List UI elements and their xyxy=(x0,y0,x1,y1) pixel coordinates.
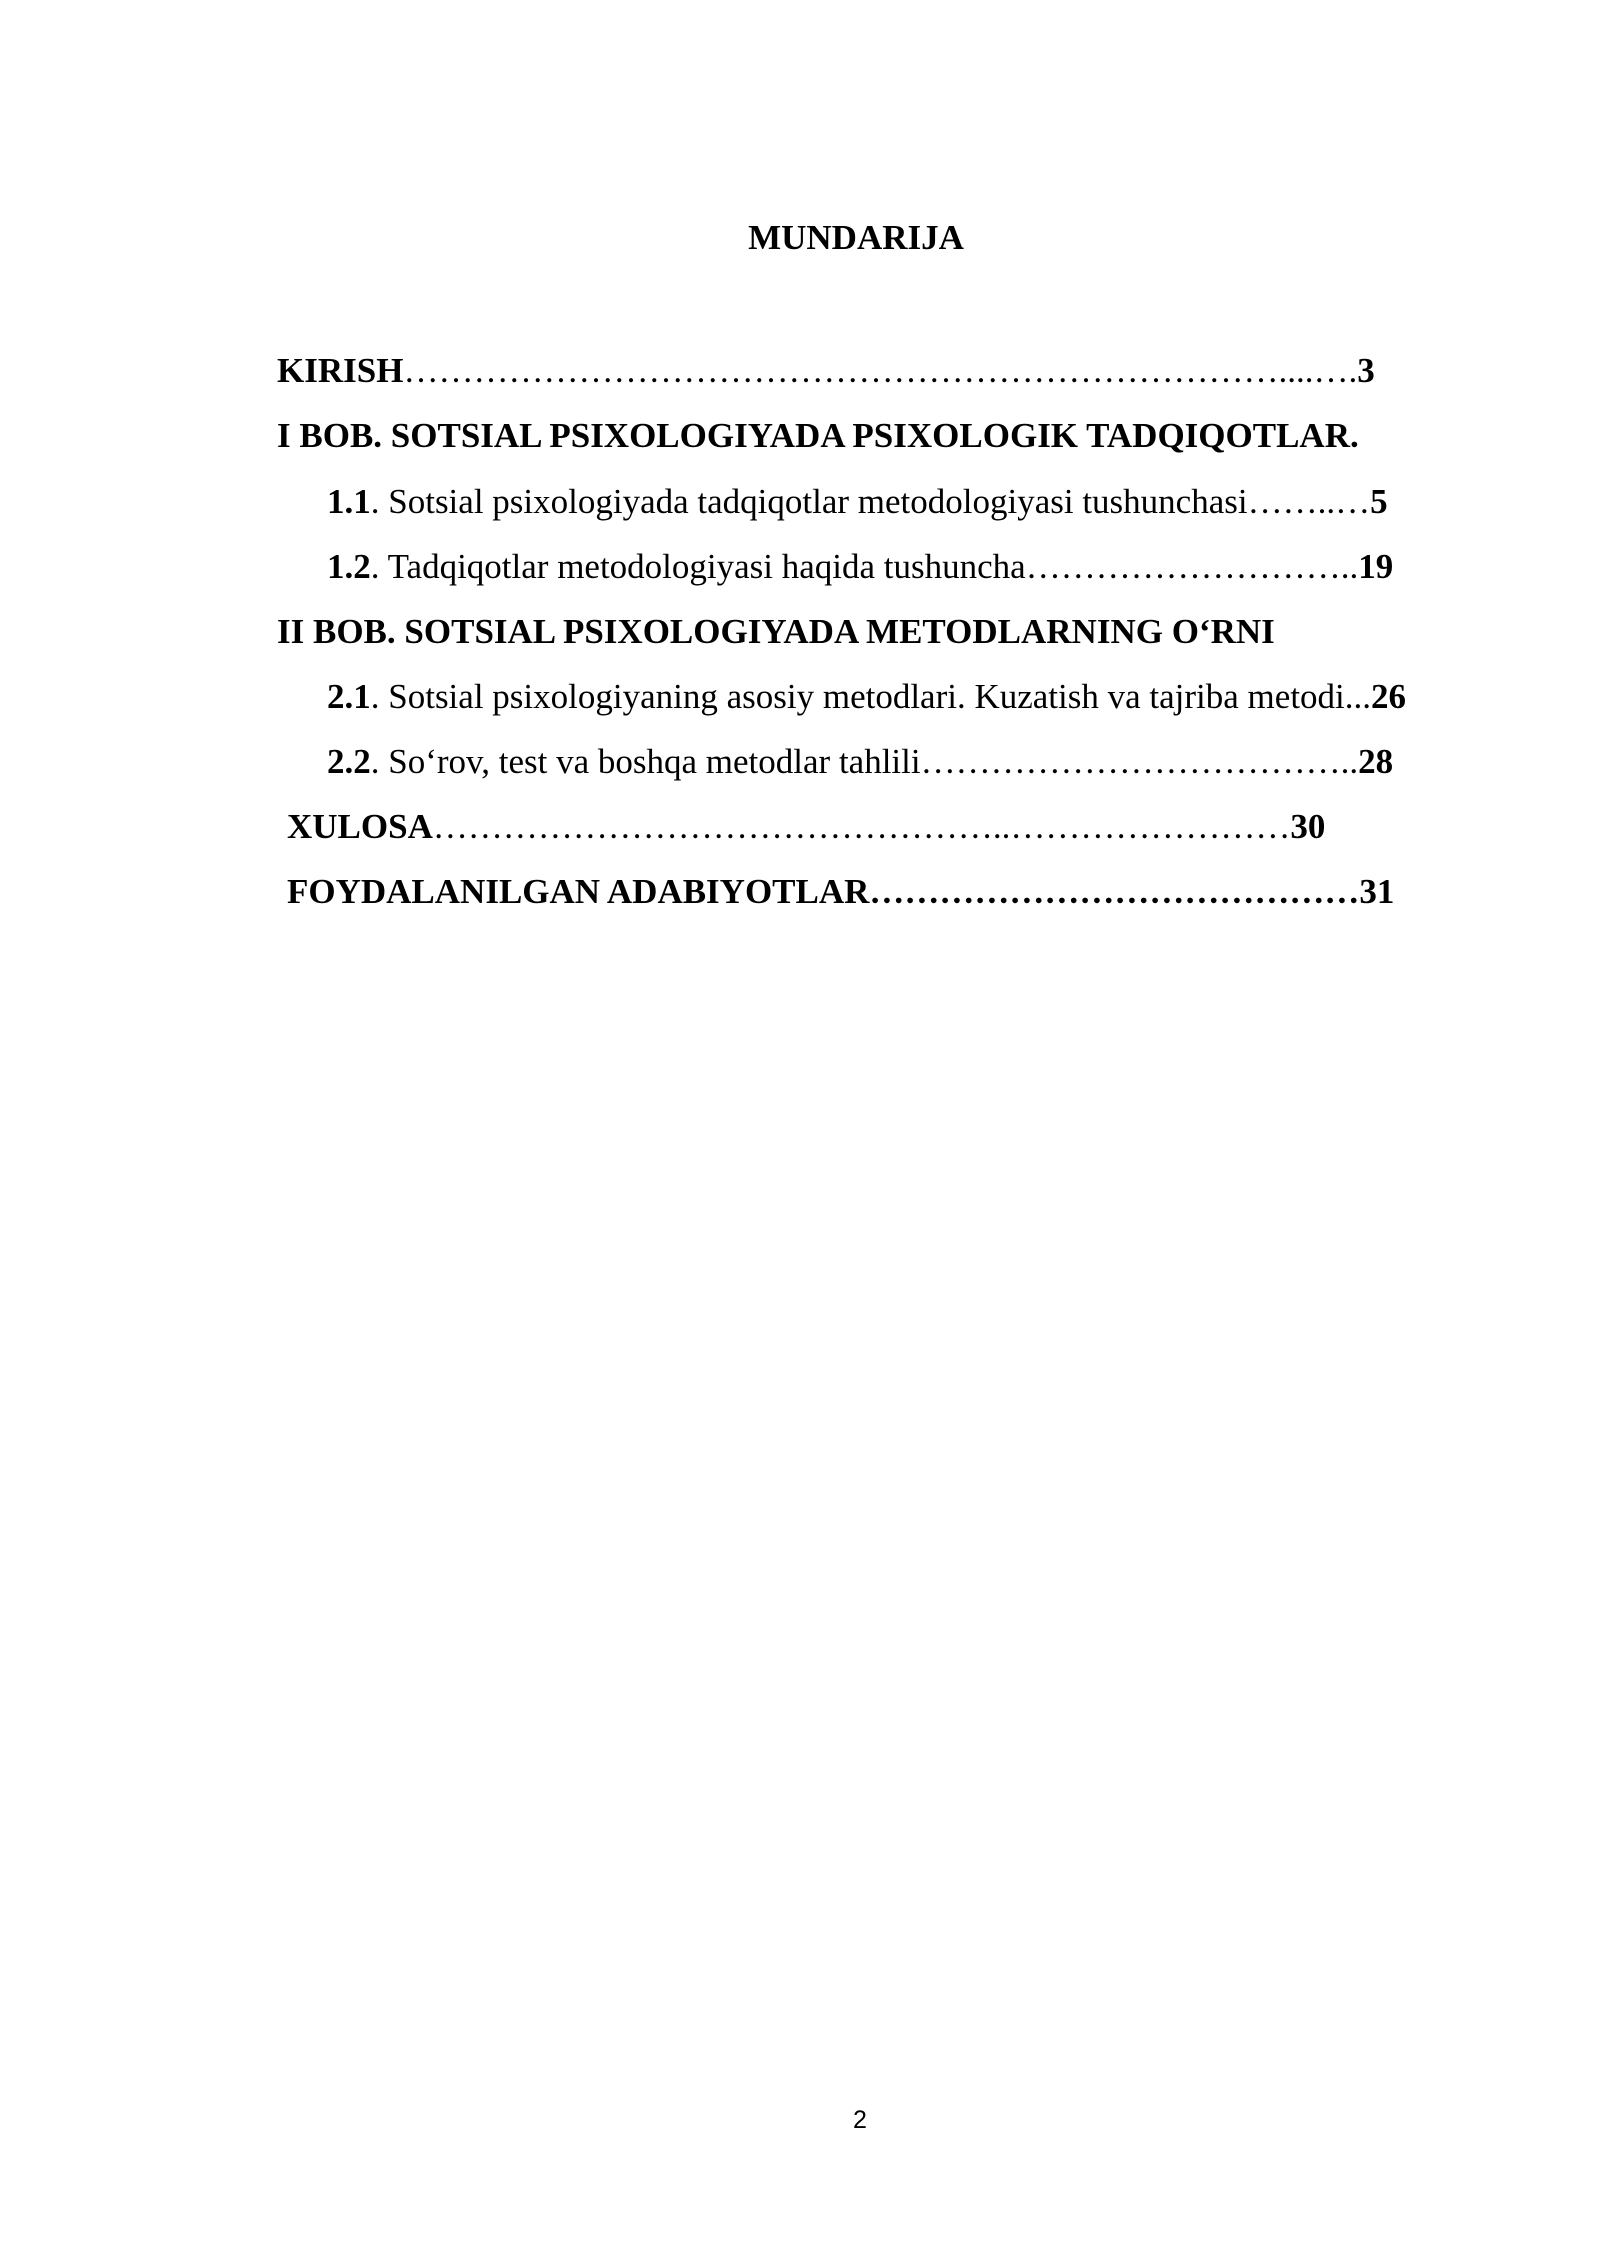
toc-leader-dots: …………………………………………..…………………… xyxy=(432,807,1291,846)
toc-leader-dots: ……………………………….. xyxy=(920,742,1359,781)
toc-page-number: 26 xyxy=(1371,677,1407,716)
toc-section-1-1 xyxy=(327,484,1388,519)
toc-leader-dots: ……………………….. xyxy=(1025,547,1359,586)
toc-leader-dots: …………………………………… xyxy=(869,872,1360,911)
page-number: 2 xyxy=(853,2106,867,2134)
toc-section-1-2 xyxy=(327,549,1393,584)
toc-leader-dots: …………………………………………………………………....…. xyxy=(403,351,1358,390)
toc-section-2-2 xyxy=(327,744,1393,779)
toc-chapter-1 xyxy=(277,418,1359,453)
toc-section-number: 1.1 xyxy=(327,482,371,521)
toc-entry-label: FOYDALANILGAN ADABIYOTLAR xyxy=(287,872,870,911)
toc-chapter-label: II BOB. SOTSIAL PSIXOLOGIYADA METODLARNING O‘RNI xyxy=(277,612,1275,651)
toc-section-number: 1.2 xyxy=(327,547,371,586)
toc-page-number: 28 xyxy=(1358,742,1394,781)
page-title: MUNDARIJA xyxy=(748,218,964,257)
toc-section-text: . Tadqiqotlar metodologiyasi haqida tushuncha xyxy=(370,547,1026,586)
toc-leader-dots: ... xyxy=(1344,677,1372,716)
toc-entry-kirish xyxy=(277,353,1375,388)
toc-entry-label: KIRISH xyxy=(277,351,404,390)
toc-entry-xulosa xyxy=(287,809,1325,844)
toc-page-number: 3 xyxy=(1357,351,1375,390)
toc-section-text: . So‘rov, test va boshqa metodlar tahlili xyxy=(370,742,921,781)
toc-section-number: 2.1 xyxy=(327,677,371,716)
toc-chapter-label: I BOB. SOTSIAL PSIXOLOGIYADA PSIXOLOGIK TADQIQOTLAR. xyxy=(277,416,1359,455)
toc-page-number: 19 xyxy=(1358,547,1394,586)
toc-section-2-1 xyxy=(327,679,1406,714)
toc-chapter-2 xyxy=(277,614,1275,649)
toc-page-number: 5 xyxy=(1370,482,1388,521)
toc-leader-dots: ……..… xyxy=(1247,482,1371,521)
toc-section-number: 2.2 xyxy=(327,742,371,781)
toc-section-text: . Sotsial psixologiyaning asosiy metodlari. Kuzatish va tajriba metodi xyxy=(370,677,1345,716)
toc-page-number: 30 xyxy=(1290,807,1326,846)
toc-entry-references xyxy=(287,874,1394,909)
toc-page-number: 31 xyxy=(1359,872,1395,911)
toc-section-text: . Sotsial psixologiyada tadqiqotlar metodologiyasi tushunchasi xyxy=(370,482,1248,521)
toc-entry-label: XULOSA xyxy=(287,807,433,846)
